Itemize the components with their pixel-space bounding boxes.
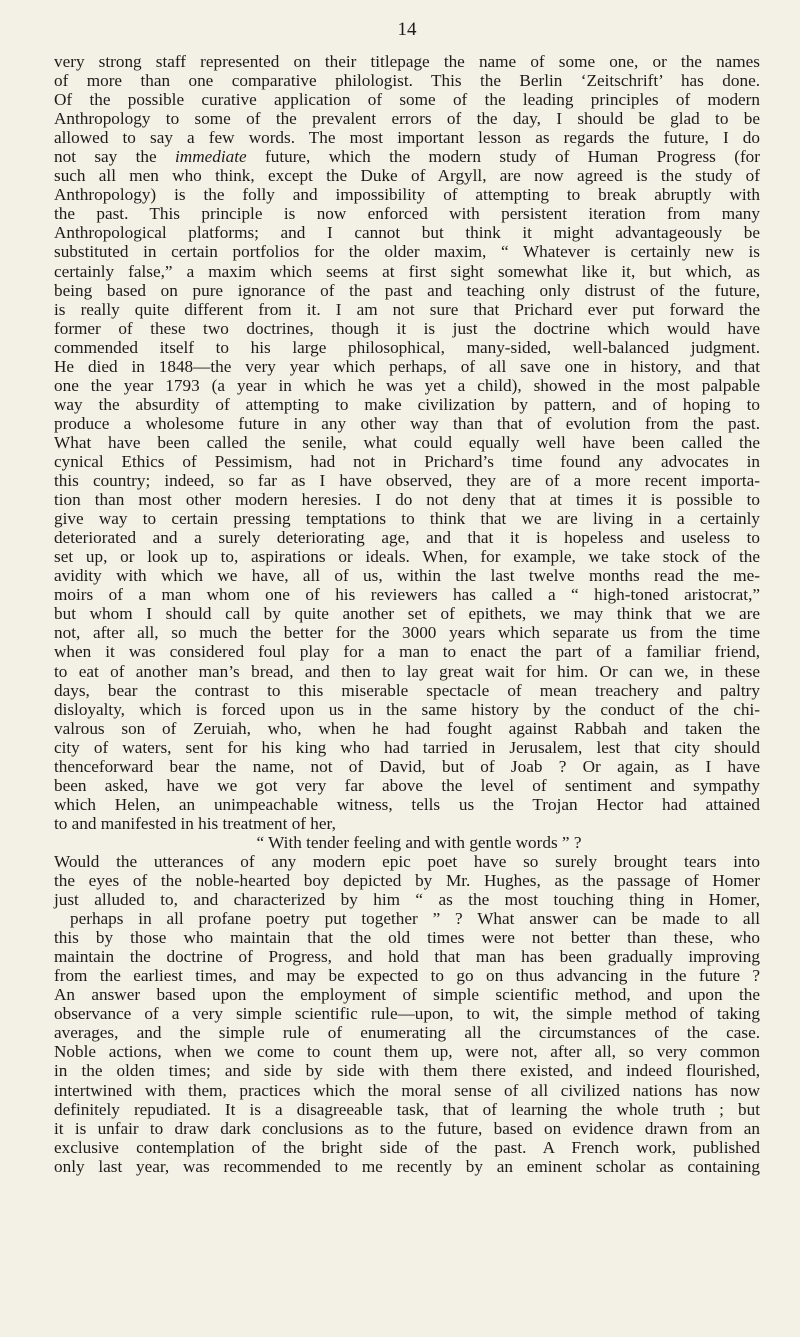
text-line: been asked, have we got very far above the level of sentiment and sympathy [54, 775, 760, 795]
text-line: not say the immediate future, which the modern study of Human Progress (for [54, 147, 760, 167]
quotation-line: “ With tender feeling and with gentle words ” ? [256, 832, 582, 852]
text-line: Anthropology to some of the prevalent errors of the day, I should be glad to be [54, 109, 760, 129]
text-line: moirs of a man whom one of his reviewers has called a “ high-toned aristocrat,” [54, 585, 760, 605]
text-line: city of waters, sent for his king who had tarried in Jerusalem, lest that city should [54, 737, 760, 757]
text-line: which Helen, an unimpeachable witness, tells us the Trojan Hector had attained [54, 794, 760, 814]
text-line: just alluded to, and characterized by him “ as the most touching thing in Homer, [54, 890, 760, 910]
text-line: produce a wholesome future in any other way than that of evolution from the past. [54, 413, 760, 433]
text-line: former of these two doctrines, though it is just the doctrine which would have [54, 318, 760, 338]
text-line: but whom I should call by quite another set of epithets, we may think that we are [54, 604, 760, 624]
text-line: An answer based upon the employment of simple scientific method, and upon the [54, 985, 760, 1005]
text-line: from the earliest times, and may be expected to go on thus advancing in the future ? [54, 966, 760, 986]
text-line: Noble actions, when we come to count them up, were not, after all, so very common [54, 1042, 760, 1062]
text-line: certainly false,” a maxim which seems at first sight somewhat like it, but which, as [54, 261, 760, 281]
text-line: in the olden times; and side by side with them there existed, and indeed flourished, [54, 1061, 760, 1081]
text-line: Of the possible curative application of some of the leading principles of modern [54, 90, 760, 110]
text-line: way the absurdity of attempting to make civilization by pattern, and of hoping to [54, 394, 760, 414]
text-line: not, after all, so much the better for the 3000 years which separate us from the time [54, 623, 760, 643]
text-line: disloyalty, which is forced upon us in the same history by the conduct of the chi- [54, 699, 760, 719]
text-line: when it was considered foul play for a man to enact the part of a familiar friend, [54, 642, 760, 662]
text-line: avidity with which we have, all of us, within the last twelve months read the me- [54, 566, 760, 586]
text-line: is really quite different from it. I am not sure that Prichard ever put forward the [54, 299, 760, 319]
text-line: averages, and the simple rule of enumerating all the circumstances of the case. [54, 1023, 760, 1043]
text-line: Anthropology) is the folly and impossibility of attempting to break abruptly with [54, 185, 760, 205]
text-line: commended itself to his large philosophical, many-sided, well-balanced judgment. [54, 337, 760, 357]
text-line: the eyes of the noble-hearted boy depicted by Mr. Hughes, as the passage of Homer [54, 871, 760, 891]
text-line: definitely repudiated. It is a disagreeable task, that of learning the whole truth ; but [54, 1099, 760, 1119]
text-line: He died in 1848—the very year which perhaps, of all save one in history, and that [54, 356, 760, 376]
text-line: this by those who maintain that the old times were not better than these, who [54, 928, 760, 948]
text-line: days, bear the contrast to this miserable spectacle of mean treachery and paltry [54, 680, 760, 700]
text-line: set up, or look up to, aspirations or ideals. When, for example, we take stock of the [54, 547, 760, 567]
text-line: one the year 1793 (a year in which he was yet a child), showed in the most palpable [54, 375, 760, 395]
text-line: give way to certain pressing temptations to think that we are living in a certainly [54, 509, 760, 529]
text-line: allowed to say a few words. The most important lesson as regards the future, I do [54, 128, 760, 148]
text-line: it is unfair to draw dark conclusions as to the future, based on evidence drawn from an [54, 1118, 760, 1138]
text-line: of more than one comparative philologist. This the Berlin ‘Zeitschrift’ has done. [54, 71, 760, 91]
text-line: cynical Ethics of Pessimism, had not in Prichard’s time found any advocates in [54, 451, 760, 471]
body-text [54, 52, 760, 1176]
text-line: intertwined with them, practices which the moral sense of all civilized nations has now [54, 1080, 760, 1100]
text-line: perhaps in all profane poetry put together ” ? What answer can be made to all [70, 909, 760, 929]
page-number: 14 [397, 19, 417, 40]
text-line: Would the utterances of any modern epic poet have so surely brought tears into [54, 851, 760, 871]
text-line: such all men who think, except the Duke of Argyll, are now agreed is the study of [54, 166, 760, 186]
text-line: to eat of another man’s bread, and then to lay great wait for him. Or can we, in these [54, 661, 760, 681]
text-line: substituted in certain portfolios for the older maxim, “ Whatever is certainly new is [54, 242, 760, 262]
text-line: the past. This principle is now enforced with persistent iteration from many [54, 204, 760, 224]
text-line: very strong staff represented on their titlepage the name of some one, or the names [54, 52, 760, 71]
text-line: to and manifested in his treatment of her, [54, 813, 336, 833]
text-line: deteriorated and a surely deteriorating age, and that it is hopeless and useless to [54, 528, 760, 548]
text-line: valrous son of Zeruiah, who, when he had fought against Rabbah and taken the [54, 718, 760, 738]
text-line: maintain the doctrine of Progress, and hold that man has been gradually improving [54, 947, 760, 967]
text-line: thenceforward bear the name, not of David, but of Joab ? Or again, as I have [54, 756, 760, 776]
text-line: only last year, was recommended to me recently by an eminent scholar as containing [54, 1156, 760, 1176]
text-line: observance of a very simple scientific rule—upon, to wit, the simple method of taking [54, 1004, 760, 1024]
text-line: What have been called the senile, what could equally well have been called the [54, 432, 760, 452]
text-line: being based on pure ignorance of the past and teaching only distrust of the future, [54, 280, 760, 300]
text-line: exclusive contemplation of the bright side of the past. A French work, published [54, 1137, 760, 1157]
emphasis: immediate [175, 147, 247, 167]
text-line: tion than most other modern heresies. I do not deny that at times it is possible to [54, 490, 760, 510]
text-line: Anthropological platforms; and I cannot but think it might advantageously be [54, 223, 760, 243]
text-line: this country; indeed, so far as I have observed, they are of a more recent importa- [54, 471, 760, 491]
